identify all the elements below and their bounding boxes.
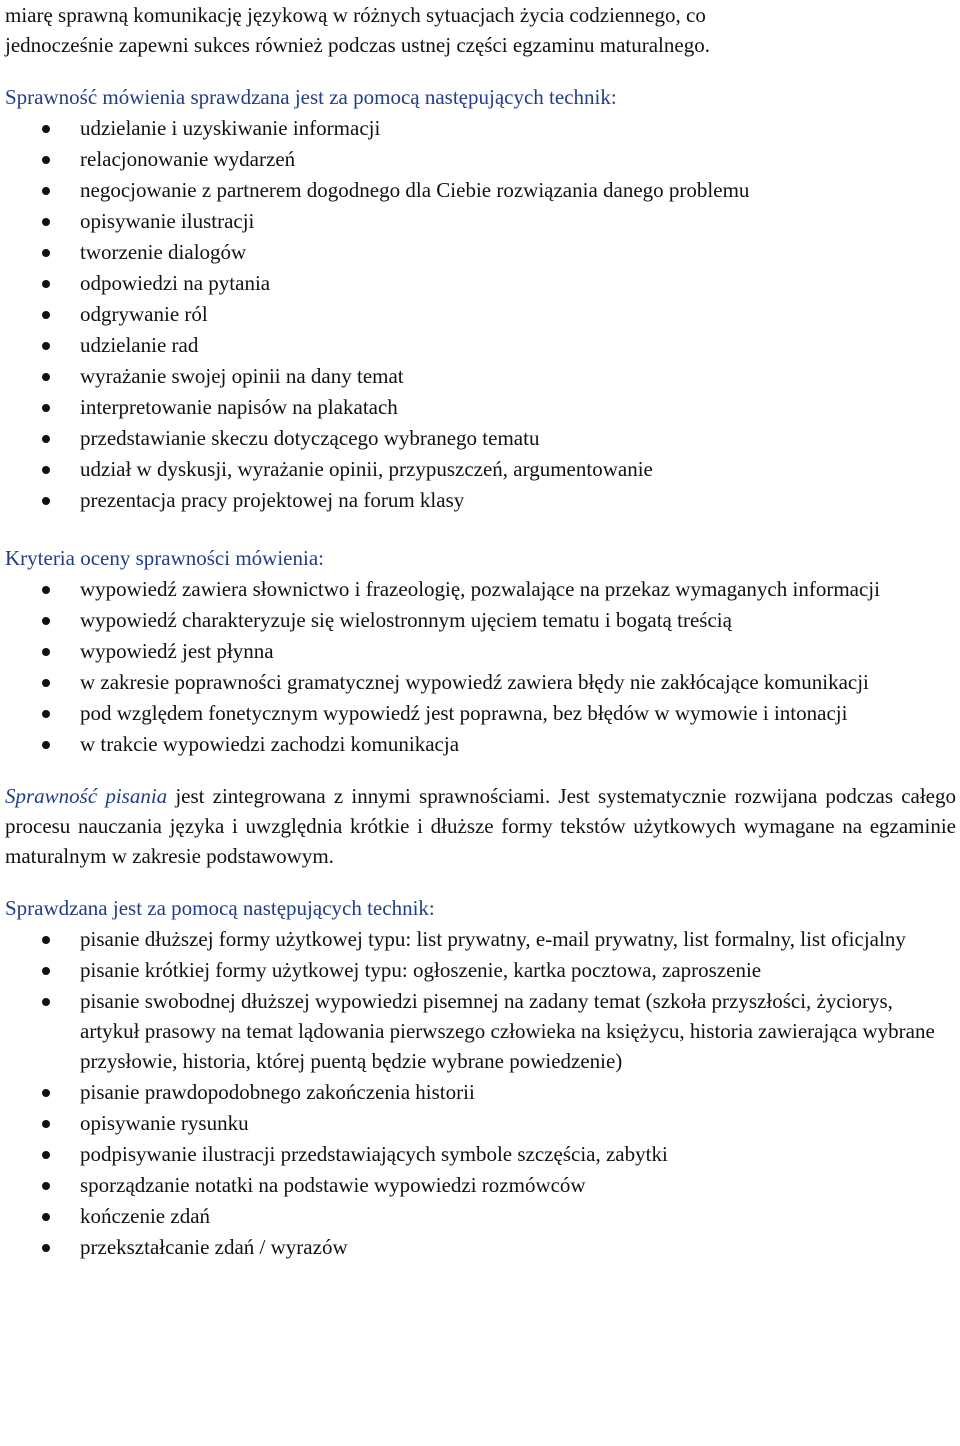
bullet-icon [42, 741, 50, 749]
bullet-icon [42, 586, 50, 594]
bullet-icon [42, 466, 50, 474]
bullet-icon [42, 998, 50, 1006]
list-item: przekształcanie zdań / wyrazów [5, 1232, 956, 1262]
criteria-heading: Kryteria oceny sprawności mówienia: [5, 546, 324, 570]
bullet-icon [42, 1182, 50, 1190]
writing-paragraph [5, 781, 956, 871]
speaking-techniques-heading: Sprawność mówienia sprawdzana jest za pomocą następujących technik: [5, 85, 617, 109]
list-item: pisanie swobodnej dłuższej wypowiedzi pisemnej na zadany temat (szkoła przyszłości, życiorys, artykuł prasowy na temat lądowania pierwszego człowieka na księżycu, historia zawierająca wybrane przysłowie, historia, której puentą będzie wybrane powiedzenie) [5, 986, 956, 1076]
bullet-icon [42, 1213, 50, 1221]
list-item: odpowiedzi na pytania [5, 268, 956, 298]
bullet-icon [42, 648, 50, 656]
list-item: kończenie zdań [5, 1201, 956, 1231]
list-item: relacjonowanie wydarzeń [5, 144, 956, 174]
list-item: pisanie dłuższej formy użytkowej typu: list prywatny, e-mail prywatny, list formalny, list oficjalny [5, 924, 956, 954]
writing-paragraph-text: jest zintegrowana z innymi sprawnościami. Jest systematycznie rozwijana podczas całego procesu nauczania języka i uwzględnia krótkie i dłuższe formy tekstów użytkowych wymagane na egzaminie maturalnym w zakresie podstawowym. [5, 784, 957, 868]
bullet-icon [42, 187, 50, 195]
list-item: sporządzanie notatki na podstawie wypowiedzi rozmówców [5, 1170, 956, 1200]
bullet-icon [42, 404, 50, 412]
speaking-techniques-list [5, 113, 956, 515]
list-item: negocjowanie z partnerem dogodnego dla Ciebie rozwiązania danego problemu [5, 175, 956, 205]
list-item: wyrażanie swojej opinii na dany temat [5, 361, 956, 391]
intro-line-2: jednocześnie zapewni sukces również podczas ustnej części egzaminu maturalnego. [5, 33, 710, 57]
bullet-icon [42, 967, 50, 975]
list-item: pod względem fonetycznym wypowiedź jest poprawna, bez błędów w wymowie i intonacji [5, 698, 956, 728]
bullet-icon [42, 125, 50, 133]
bullet-icon [42, 373, 50, 381]
list-item: w zakresie poprawności gramatycznej wypowiedź zawiera błędy nie zakłócające komunikacji [5, 667, 956, 697]
bullet-icon [42, 342, 50, 350]
bullet-icon [42, 1244, 50, 1252]
bullet-icon [42, 218, 50, 226]
bullet-icon [42, 311, 50, 319]
bullet-icon [42, 1151, 50, 1159]
list-item: opisywanie ilustracji [5, 206, 956, 236]
list-item: wypowiedź charakteryzuje się wielostronnym ujęciem tematu i bogatą treścią [5, 605, 956, 635]
bullet-icon [42, 679, 50, 687]
bullet-icon [42, 1120, 50, 1128]
list-item: interpretowanie napisów na plakatach [5, 392, 956, 422]
bullet-icon [42, 156, 50, 164]
list-item: udzielanie i uzyskiwanie informacji [5, 113, 956, 143]
list-item: wypowiedź jest płynna [5, 636, 956, 666]
bullet-icon [42, 936, 50, 944]
bullet-icon [42, 1089, 50, 1097]
writing-lead: Sprawność pisania [5, 784, 168, 808]
list-item: pisanie prawdopodobnego zakończenia historii [5, 1077, 956, 1107]
writing-techniques-list [5, 924, 956, 1262]
bullet-icon [42, 497, 50, 505]
list-item: tworzenie dialogów [5, 237, 956, 267]
list-item: wypowiedź zawiera słownictwo i frazeologię, pozwalające na przekaz wymaganych informacji [5, 574, 956, 604]
list-item: przedstawianie skeczu dotyczącego wybranego tematu [5, 423, 956, 453]
bullet-icon [42, 710, 50, 718]
writing-techniques-heading: Sprawdzana jest za pomocą następujących technik: [5, 896, 435, 920]
list-item: udział w dyskusji, wyrażanie opinii, przypuszczeń, argumentowanie [5, 454, 956, 484]
intro-line-1: miarę sprawną komunikację językową w różnych sytuacjach życia codziennego, co [5, 3, 706, 27]
list-item: pisanie krótkiej formy użytkowej typu: ogłoszenie, kartka pocztowa, zaproszenie [5, 955, 956, 985]
bullet-icon [42, 435, 50, 443]
list-item: odgrywanie ról [5, 299, 956, 329]
list-item: podpisywanie ilustracji przedstawiających symbole szczęścia, zabytki [5, 1139, 956, 1169]
list-item: prezentacja pracy projektowej na forum klasy [5, 485, 956, 515]
bullet-icon [42, 249, 50, 257]
bullet-icon [42, 280, 50, 288]
list-item: opisywanie rysunku [5, 1108, 956, 1138]
intro-paragraph [5, 0, 956, 60]
list-item: w trakcie wypowiedzi zachodzi komunikacja [5, 729, 956, 759]
list-item: udzielanie rad [5, 330, 956, 360]
bullet-icon [42, 617, 50, 625]
criteria-list [5, 574, 956, 759]
